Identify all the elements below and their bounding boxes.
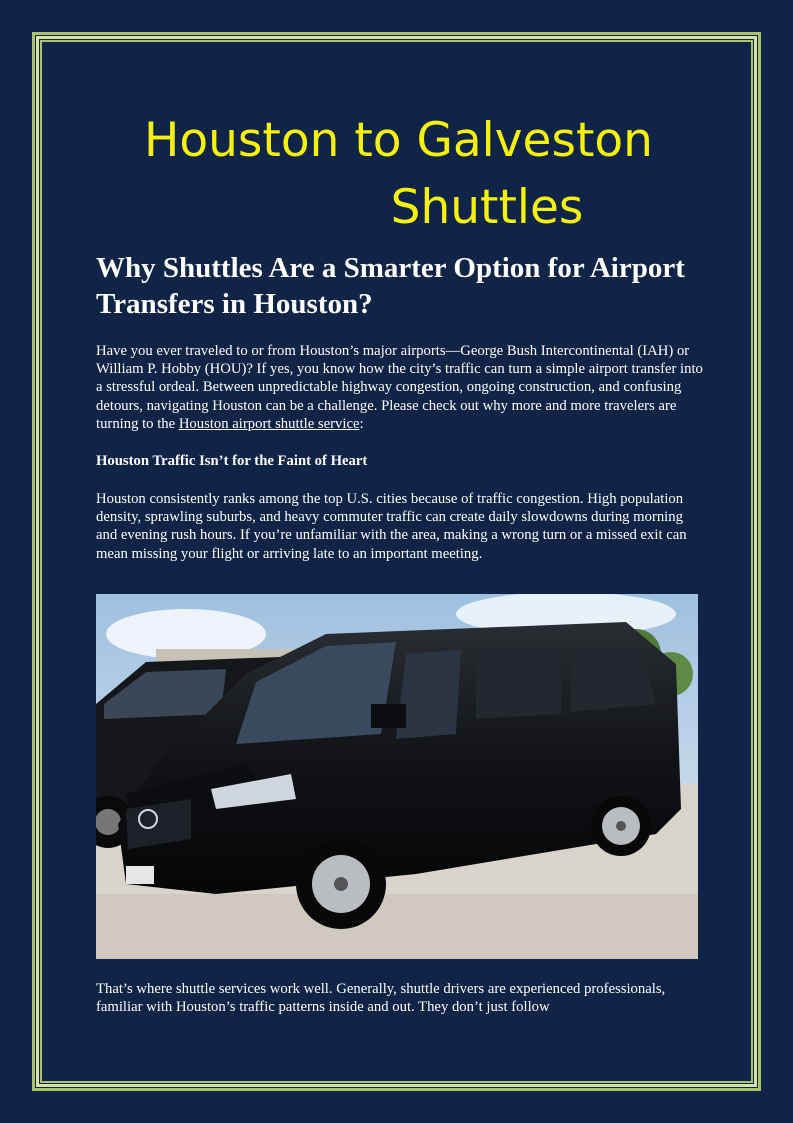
intro-text: Have you ever traveled to or from Houston’s major airports—George Bush Intercontinental (IAH) or William P. Hobby (HOU)? If yes, you know how the city’s traffic can turn a simple airport transfer into a stressful ordeal. Between unpredictable highway congestion, ongoing construction, and confusing detours, navigating Houston can be a challenge. Please check out why more and more travelers are turning to the xyxy=(96,343,703,432)
closing-paragraph: That’s where shuttle services work well. Generally, shuttle drivers are experienced professionals, familiar with Houston’s traffic patterns inside and out. They don’t just follow xyxy=(96,981,666,1016)
article-heading: Why Shuttles Are a Smarter Option for Airport Transfers in Houston? xyxy=(96,252,685,320)
intro-paragraph xyxy=(96,342,706,433)
traffic-subheading: Houston Traffic Isn’t for the Faint of Heart xyxy=(96,453,368,469)
page-title-line-1: Houston to Galveston xyxy=(144,113,653,168)
shuttle-service-link[interactable]: Houston airport shuttle service xyxy=(178,415,360,432)
shuttle-van-photo xyxy=(96,594,698,959)
page-title-line-2: Shuttles xyxy=(390,180,584,235)
intro-end: : xyxy=(359,415,364,432)
van-illustration xyxy=(96,594,698,959)
traffic-paragraph: Houston consistently ranks among the top U.S. cities because of traffic congestion. High population density, sprawling suburbs, and heavy commuter traffic can create daily slowdowns during morning and evening rush hours. If you’re unfamiliar with the area, making a wrong turn or a missed exit can mean missing your flight or arriving late to an important meeting. xyxy=(96,491,687,562)
